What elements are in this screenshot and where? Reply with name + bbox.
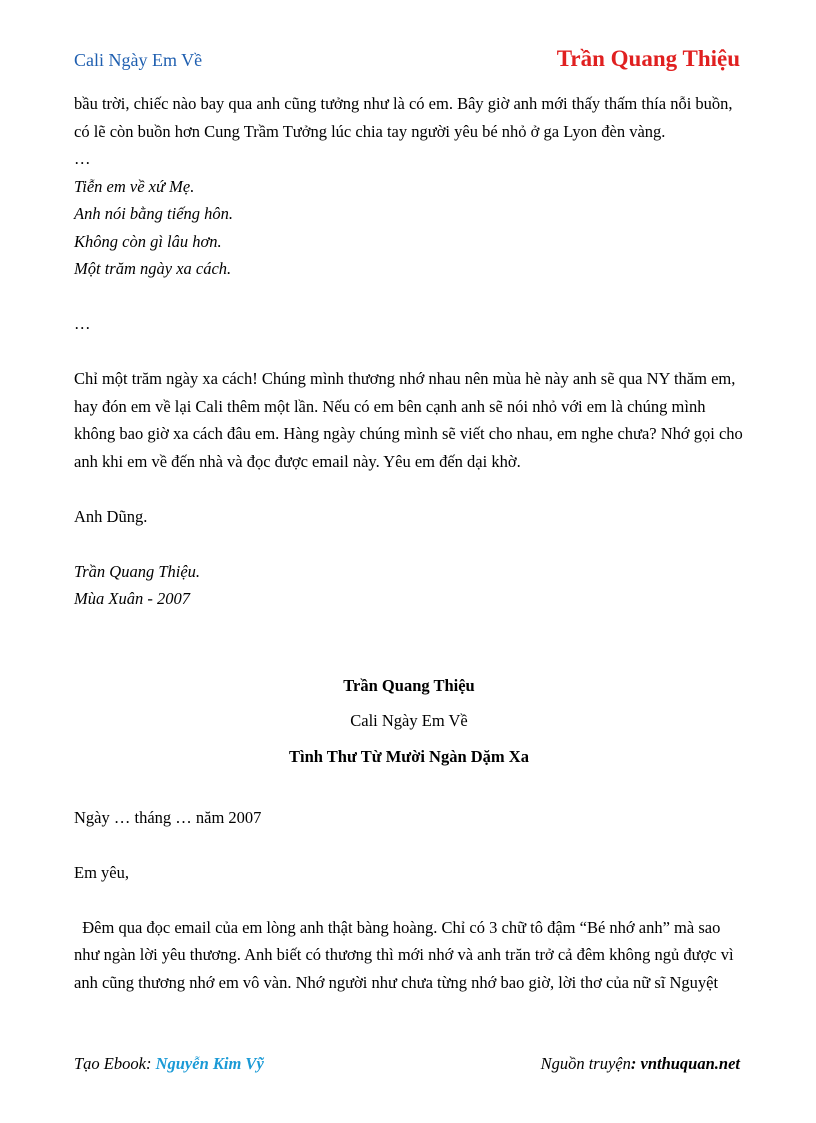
section-chapter-title: Tình Thư Từ Mười Ngàn Dặm Xa: [289, 746, 529, 766]
paragraph-line: anh cũng thương nhớ em vô vàn. Nhớ người như chưa từng nhớ bao giờ, lời thơ của nữ sĩ Nguyệt: [74, 972, 719, 992]
footer-ebook-credit: [74, 1054, 264, 1074]
letter-salutation: Em yêu,: [74, 862, 129, 882]
paragraph-line: Đêm qua đọc email của em lòng anh thật bàng hoàng. Chỉ có 3 chữ tô đậm “Bé nhớ anh” mà sao: [74, 917, 721, 937]
letter-signoff: Anh Dũng.: [74, 506, 148, 526]
footer-ebook-separator: :: [145, 1054, 156, 1073]
paragraph-line: bầu trời, chiếc nào bay qua anh cũng tưởng như là có em. Bây giờ anh mới thấy thấm thía nỗi buồn,: [74, 94, 733, 113]
footer-source-label: Nguồn truyện: [540, 1054, 631, 1073]
footer-ebook-creator: Nguyễn Kim Vỹ: [155, 1054, 264, 1073]
header-book-title: Cali Ngày Em Về: [74, 50, 203, 70]
paragraph-line: Chỉ một trăm ngày xa cách! Chúng mình thương nhớ nhau nên mùa hè này anh sẽ qua NY thăm em,: [74, 369, 736, 388]
poem-line: Anh nói bằng tiếng hôn.: [74, 204, 234, 223]
ellipsis: …: [74, 314, 91, 333]
section-author: Trần Quang Thiệu: [343, 675, 475, 695]
poem-line: Một trăm ngày xa cách.: [74, 259, 232, 278]
section-book-title: Cali Ngày Em Về: [350, 711, 468, 730]
date-signature: Mùa Xuân - 2007: [74, 589, 190, 608]
paragraph-line: hay đón em về lại Cali thêm một lần. Nếu có em bên cạnh anh sẽ nói nhỏ với em là chúng mình: [74, 396, 706, 416]
footer-source-site: vnthuquan.net: [640, 1054, 740, 1073]
poem-line: Tiễn em về xứ Mẹ.: [74, 176, 195, 196]
header-author-name: Trần Quang Thiệu: [556, 46, 740, 71]
footer-source-credit: [541, 1054, 740, 1074]
poem-line: Không còn gì lâu hơn.: [74, 231, 222, 251]
paragraph-line: như ngàn lời yêu thương. Anh biết có thương thì mới nhớ và anh trăn trở cả đêm không ngủ được vì: [74, 945, 734, 964]
footer-source-separator: :: [630, 1054, 641, 1073]
paragraph-line: anh khi em về đến nhà và đọc được email này. Yêu em đến dại khờ.: [74, 451, 521, 471]
author-signature: Trần Quang Thiệu.: [74, 561, 201, 581]
footer-ebook-label: Tạo Ebook: [74, 1054, 146, 1073]
letter-date: Ngày … tháng … năm 2007: [74, 807, 262, 827]
paragraph-line: không bao giờ xa cách đâu em. Hàng ngày chúng mình sẽ viết cho nhau, em nghe chưa? Nhớ gọi cho: [74, 424, 743, 443]
paragraph-line: có lẽ còn buồn hơn Cung Trầm Tưởng lúc chia tay người yêu bé nhỏ ở ga Lyon đèn vàng.: [74, 121, 666, 141]
page-body: [74, 90, 744, 996]
ellipsis: …: [74, 149, 91, 168]
